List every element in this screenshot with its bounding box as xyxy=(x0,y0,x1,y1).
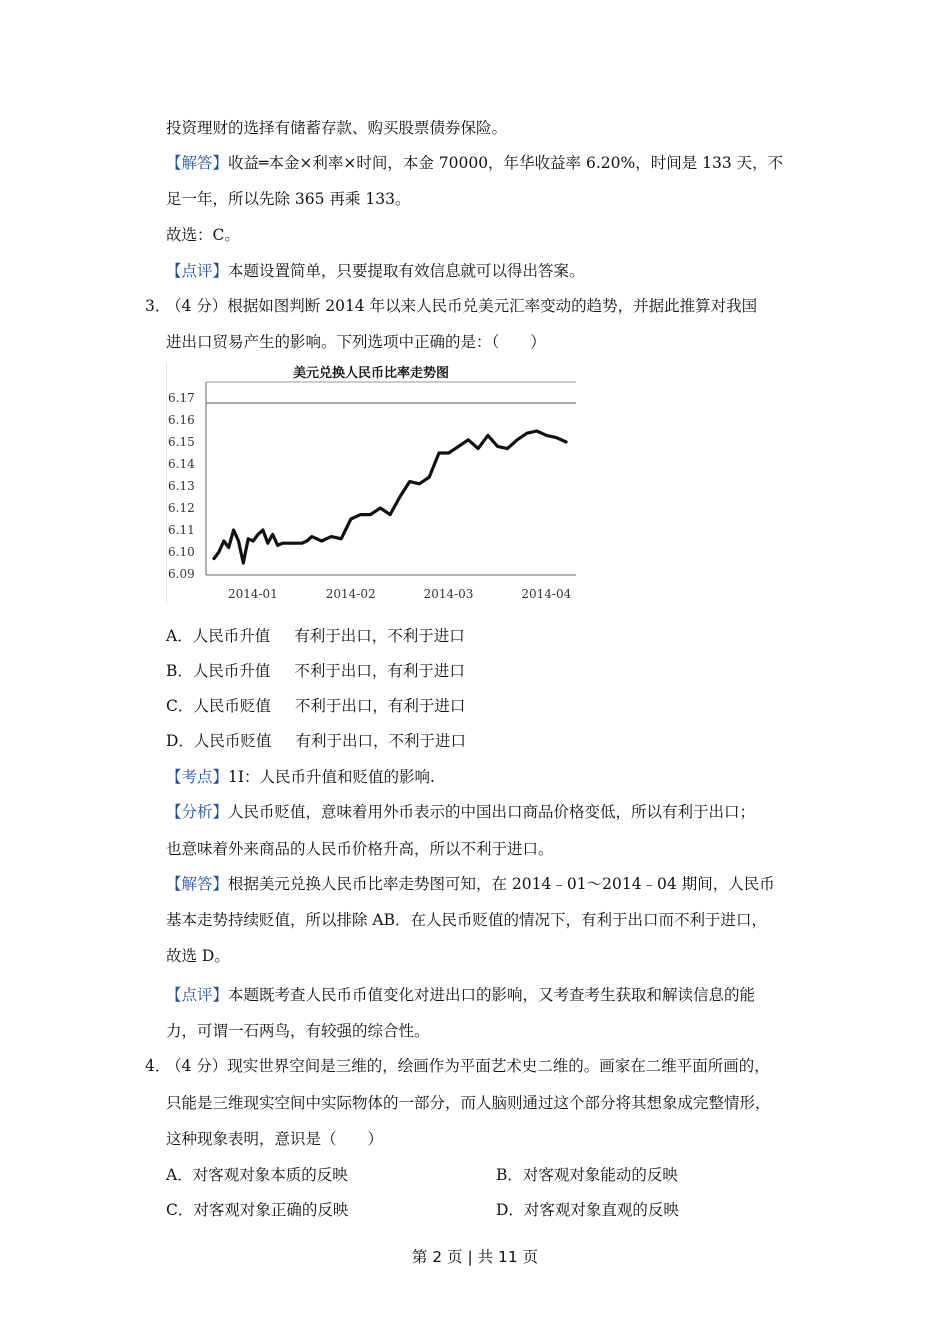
q4-option-c[interactable]: C．对客观对象正确的反映 xyxy=(166,1201,349,1219)
q3-option-b[interactable]: B．人民币升值 不利于出口，有利于进口 xyxy=(166,662,465,680)
chart-background xyxy=(166,362,576,604)
q3-answer-line-1: 【解答】根据美元兑换人民币比率走势图可知，在 2014﹣01～2014﹣04 期间，人民币 xyxy=(166,875,775,893)
y-tick-label: 6.10 xyxy=(168,545,195,559)
y-tick-label: 6.11 xyxy=(168,523,195,537)
y-tick-label: 6.09 xyxy=(168,567,195,581)
exchange-rate-chart xyxy=(166,362,576,604)
chart-title: 美元兑换人民币比率走势图 xyxy=(292,366,450,381)
q3-answer-line-3: 故选 D。 xyxy=(166,947,230,965)
q3-option-a[interactable]: A．人民币升值 有利于出口，不利于进口 xyxy=(166,627,465,645)
q4-number: 4． xyxy=(145,1057,171,1075)
answer-tag: 【解答】 xyxy=(166,154,229,172)
q4-stem-line-2: 只能是三维现实空间中实际物体的一部分，而人脑则通过这个部分将其想象成完整情形， xyxy=(166,1094,771,1112)
q2-explanation-tail: 投资理财的选择有储蓄存款、购买股票债券保险。 xyxy=(166,119,508,137)
q3-stem-line-1: （4 分）根据如图判断 2014 年以来人民币兑美元汇率变动的趋势，并据此推算对我国 xyxy=(166,297,758,315)
q3-number: 3． xyxy=(145,297,171,315)
y-tick-label: 6.14 xyxy=(168,457,195,471)
q4-option-a[interactable]: A．对客观对象本质的反映 xyxy=(166,1166,348,1184)
point-tag: 【考点】 xyxy=(166,768,229,786)
y-tick-label: 6.15 xyxy=(168,435,195,449)
answer-tag: 【解答】 xyxy=(166,875,229,893)
x-tick-label: 2014-02 xyxy=(325,587,376,601)
q3-option-c[interactable]: C．人民币贬值 不利于出口，有利于进口 xyxy=(166,697,466,715)
q4-stem-line-3: 这种现象表明，意识是（ ） xyxy=(166,1130,384,1148)
q3-stem-line-2: 进出口贸易产生的影响。下列选项中正确的是：（ ） xyxy=(166,333,546,351)
q2-answer-line-2: 足一年，所以先除 365 再乘 133。 xyxy=(166,190,411,208)
x-tick-label: 2014-01 xyxy=(227,587,278,601)
q3-answer-line-2: 基本走势持续贬值，所以排除 AB．在人民币贬值的情况下，有利于出口而不利于进口， xyxy=(166,911,768,929)
page-footer: 第 2 页 | 共 11 页 xyxy=(411,1248,539,1266)
x-tick-label: 2014-03 xyxy=(423,587,474,601)
q3-comment-line-2: 力，可谓一石两鸟，有较强的综合性。 xyxy=(166,1022,430,1040)
q3-point: 【考点】1I：人民币升值和贬值的影响. xyxy=(166,768,435,786)
q2-choice: 故选：C。 xyxy=(166,226,240,244)
q4-option-b[interactable]: B．对客观对象能动的反映 xyxy=(496,1166,678,1184)
x-tick-label: 2014-04 xyxy=(521,587,572,601)
y-tick-label: 6.16 xyxy=(168,413,195,427)
q3-comment-line-1: 【点评】本题既考查人民币币值变化对进出口的影响，又考查考生获取和解读信息的能 xyxy=(166,986,756,1004)
comment-tag: 【点评】 xyxy=(166,262,229,280)
q4-stem-line-1: （4 分）现实世界空间是三维的，绘画作为平面艺术史二维的。画家在二维平面所画的， xyxy=(166,1057,770,1075)
q3-analysis-line-2: 也意味着外来商品的人民币价格升高，所以不利于进口。 xyxy=(166,840,554,858)
q3-option-d[interactable]: D．人民币贬值 有利于出口，不利于进口 xyxy=(166,732,466,750)
comment-tag: 【点评】 xyxy=(166,986,229,1004)
y-tick-label: 6.13 xyxy=(168,479,195,493)
q2-answer-line-1: 【解答】收益═本金×利率×时间，本金 70000，年华收益率 6.20%，时间是 133 天，不 xyxy=(166,154,784,172)
q2-comment: 【点评】本题设置简单，只要提取有效信息就可以得出答案。 xyxy=(166,262,585,280)
q3-analysis-line-1: 【分析】人民币贬值，意味着用外币表示的中国出口商品价格变低，所以有利于出口； xyxy=(166,803,756,821)
y-tick-label: 6.12 xyxy=(168,501,195,515)
chart-y-ticks xyxy=(168,391,195,581)
q4-option-d[interactable]: D．对客观对象直观的反映 xyxy=(496,1201,679,1219)
y-tick-label: 6.17 xyxy=(168,391,195,405)
analysis-tag: 【分析】 xyxy=(166,803,229,821)
